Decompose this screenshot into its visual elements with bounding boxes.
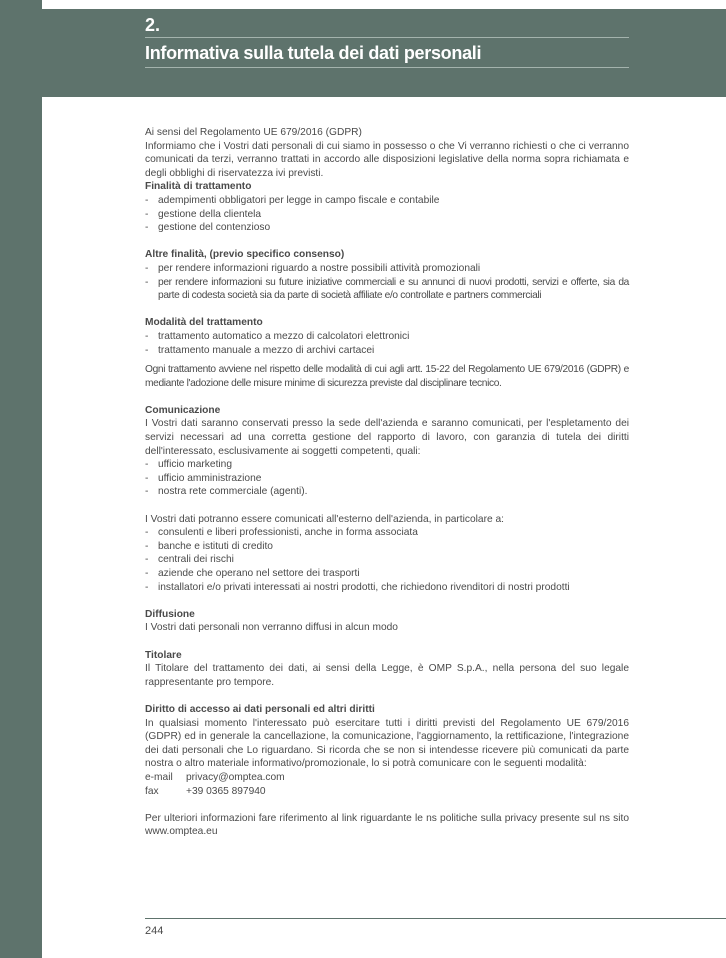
communication-section [145,404,629,499]
footer-divider [145,918,726,919]
external-recipients-list [145,526,629,594]
list-item: - trattamento automatico a mezzo di calcolatori elettronici [145,330,629,344]
list-item: - nostra rete commerciale (agenti). [145,485,629,499]
other-purposes-list [145,262,629,303]
processing-methods-heading: Modalità del trattamento [145,317,263,329]
email-contact [145,771,629,785]
section-header [42,9,726,97]
other-purposes-section [145,248,629,302]
dissemination-heading: Diffusione [145,608,195,620]
list-item: - trattamento manuale a mezzo di archivi cartacei [145,344,629,358]
dissemination-section [145,608,629,635]
list-item: - gestione del contenzioso [145,221,629,235]
purposes-list [145,194,629,235]
list-item: - centrali dei rischi [145,553,629,567]
processing-methods-list [145,330,629,357]
section-title: Informativa sulla tutela dei dati personali [145,43,482,63]
header-divider-bottom [145,67,629,68]
header-divider-top [145,37,629,38]
processing-note: Ogni trattamento avviene nel rispetto delle modalità di cui agli artt. 15-22 del Regolamento UE 679/2016 (GDPR) e mediante l'adozione delle misure minime di sicurezza previste dal disciplinare tecnico. [145,364,629,389]
list-item: - consulenti e liberi professionisti, anche in forma associata [145,526,629,540]
list-item: - aziende che operano nel settore dei trasporti [145,567,629,581]
regulation-reference: Ai sensi del Regolamento UE 679/2016 (GDPR) [145,127,362,138]
list-item: - gestione della clientela [145,208,629,222]
external-communication-section [145,513,629,595]
internal-recipients-list [145,458,629,499]
list-item: - ufficio marketing [145,458,629,472]
controller-paragraph: Il Titolare del trattamento dei dati, ai sensi della Legge, è OMP S.p.A., nella persona del suo legale rappresentante pro tempore. [145,663,629,688]
email-label: e-mail [145,771,173,783]
purposes-section [145,180,629,234]
fax-label: fax [145,785,159,797]
access-rights-paragraph: In qualsiasi momento l'interessato può esercitare tutti i diritti previsti del Regolamento UE 679/2016 (GDPR) ed in generale la cancellazione, la comunicazione, l'aggiornamento, la rettificazione, l'integrazione dei dati personali che Lo riguardano. Si ricorda che se non si intendesse ricevere più comunicati da parte nostra o altro materiale informativo/promozionale, lo si potrà comunicare con le seguenti modalità: [145,717,629,770]
processing-methods-section [145,316,629,390]
page-number: 244 [145,925,164,937]
list-item: - per rendere informazioni riguardo a nostre possibili attività promozionali [145,262,629,276]
access-rights-section [145,703,629,798]
dissemination-paragraph: I Vostri dati personali non verranno diffusi in alcun modo [145,622,398,634]
communication-heading: Comunicazione [145,404,221,416]
list-item: - adempimenti obbligatori per legge in campo fiscale e contabile [145,194,629,208]
privacy-notice-body [145,126,629,839]
access-rights-heading: Diritto di accesso ai dati personali ed altri diritti [145,703,375,715]
controller-section [145,649,629,690]
section-number: 2. [145,15,161,35]
communication-paragraph: I Vostri dati saranno conservati presso la sede dell'azienda e saranno comunicati, per l'espletamento dei servizi necessari ad una corretta gestione del rapporto di lavoro, con garanzia di tutela dei diritti dell'interessato, esclusivamente ai soggetti competenti, quali: [145,418,629,457]
side-accent-bar [0,0,42,958]
email-address-link[interactable]: privacy@omptea.com [186,771,285,783]
list-item: - ufficio amministrazione [145,472,629,486]
intro-paragraph: Informiamo che i Vostri dati personali di cui siamo in possesso o che Vi verranno richiesti o che ci verranno comunicati da terzi, verranno trattati in accordo alle disposizioni legislative della norma sopra richiamata e degli obblighi di riservatezza ivi previsti. [145,140,629,179]
external-communication-intro: I Vostri dati potranno essere comunicati all'esterno dell'azienda, in particolare a: [145,513,504,525]
controller-heading: Titolare [145,649,182,661]
closing-paragraph: Per ulteriori informazioni fare riferimento al link riguardante le ns politiche sulla privacy presente sul ns sito www.omptea.eu [145,812,629,838]
list-item: - installatori e/o privati interessati ai nostri prodotti, che richiedono rivenditori di nostri prodotti [145,581,629,595]
fax-number: +39 0365 897940 [186,785,266,797]
fax-contact [145,785,629,799]
purposes-heading: Finalità di trattamento [145,181,252,193]
list-item: - per rendere informazioni su future iniziative commerciali e su annunci di nuovi prodotti, servizi e offerte, sia da parte di codesta società sia da parte di società affiliate e/o controllate e partners commerciali [145,276,629,303]
other-purposes-heading: Altre finalità, (previo specifico consenso) [145,249,345,261]
list-item: - banche e istituti di credito [145,540,629,554]
